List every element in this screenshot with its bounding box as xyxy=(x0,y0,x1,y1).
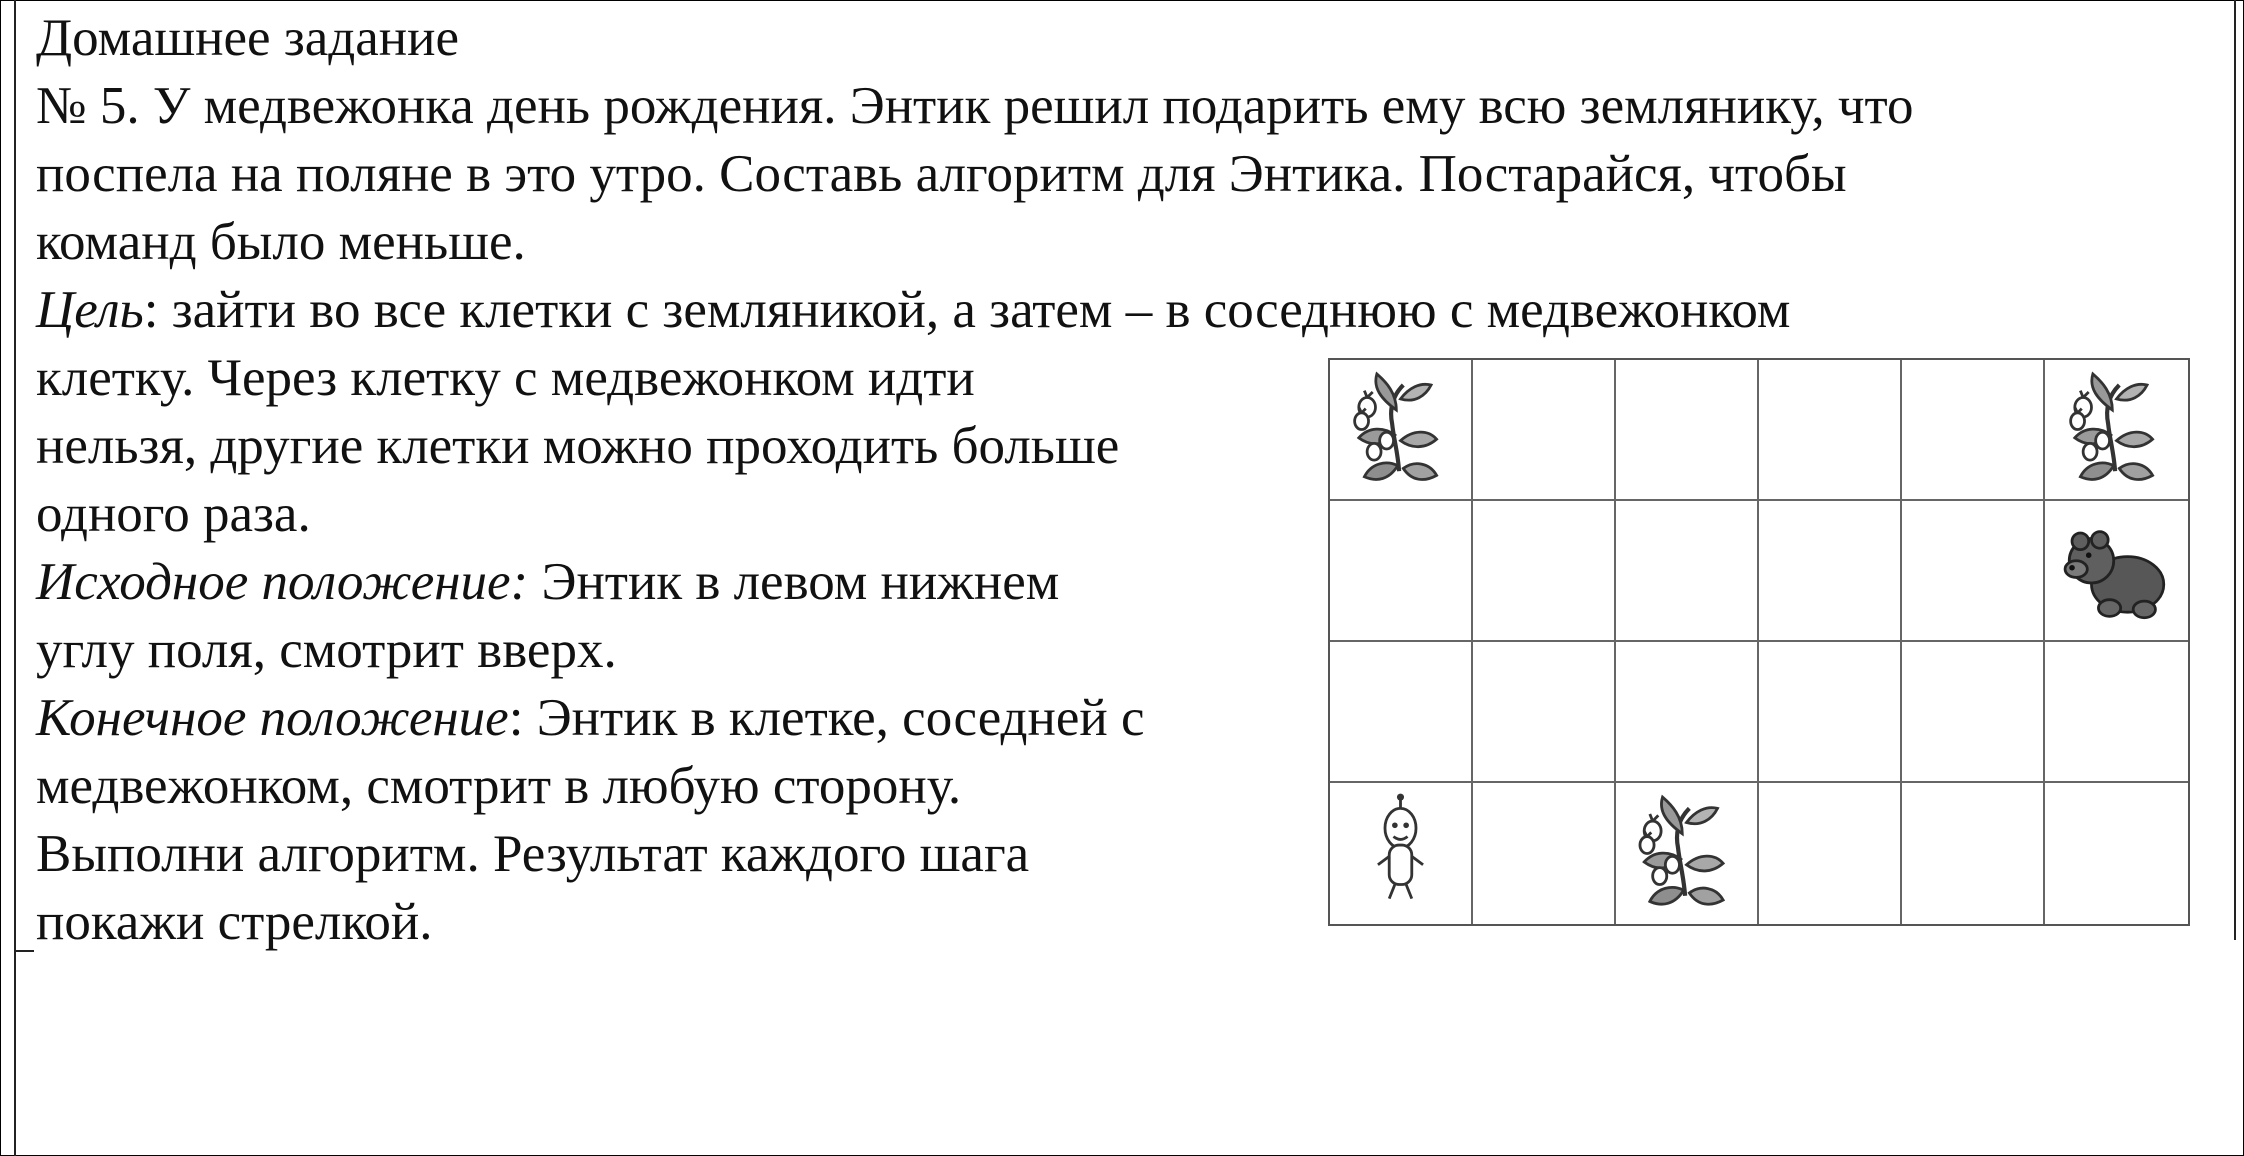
board-cell xyxy=(1902,642,2045,783)
task-line-2: поспела на поляне в это утро. Составь алгоритм для Энтика. Постарайся, чтобы xyxy=(36,145,1847,203)
start-text-1: Энтик в левом нижнем xyxy=(528,553,1060,611)
start-label: Исходное положение: xyxy=(36,553,529,611)
goal-text-1: : зайти во все клетки с земляникой, а затем – в соседнюю с медвежонком xyxy=(143,281,1791,339)
board-cell xyxy=(1902,360,2045,501)
board-cell xyxy=(2045,501,2188,642)
board-cell xyxy=(1330,501,1473,642)
start-line-2: углу поля, смотрит вверх. xyxy=(36,621,617,679)
board-cell xyxy=(1473,642,1616,783)
board-cell xyxy=(1473,783,1616,924)
board-cell xyxy=(1902,783,2045,924)
strawberry-icon xyxy=(2045,360,2188,499)
board-cell xyxy=(2045,783,2188,924)
goal-label: Цель xyxy=(36,281,144,339)
strawberry-icon xyxy=(1330,360,1471,499)
board-cell xyxy=(1473,501,1616,642)
final-line-1: Выполни алгоритм. Результат каждого шага xyxy=(36,825,1030,883)
goal-line-4: одного раза. xyxy=(36,485,311,543)
board-cell xyxy=(1616,501,1759,642)
strawberry-icon xyxy=(1616,783,1757,924)
goal-line-3: нельзя, другие клетки можно проходить больше xyxy=(36,417,1120,475)
board-cell xyxy=(1759,360,1902,501)
goal-line-1 xyxy=(36,276,1914,344)
entik-icon xyxy=(1330,783,1471,924)
end-line-2: медвежонком, смотрит в любую сторону. xyxy=(36,757,962,815)
board-cell xyxy=(2045,360,2188,501)
board-cell xyxy=(2045,642,2188,783)
board-cell xyxy=(1616,642,1759,783)
final-line-2: покажи стрелкой. xyxy=(36,893,433,951)
task-line-1: № 5. У медвежонка день рождения. Энтик решил подарить ему всю землянику, что xyxy=(36,77,1914,135)
task-line-3: команд было меньше. xyxy=(36,213,526,271)
board-cell xyxy=(1759,501,1902,642)
game-board xyxy=(1328,358,2190,926)
goal-line-2: клетку. Через клетку с медвежонком идти xyxy=(36,349,975,407)
board-cell xyxy=(1473,360,1616,501)
board-cell xyxy=(1616,360,1759,501)
bear-icon xyxy=(2045,501,2188,640)
board-cell xyxy=(1902,501,2045,642)
board-cell xyxy=(1330,642,1473,783)
board-cell xyxy=(1759,783,1902,924)
board-grid xyxy=(1330,360,2188,924)
board-cell xyxy=(1330,783,1473,924)
board-cell xyxy=(1759,642,1902,783)
left-border-line xyxy=(14,0,16,1156)
board-cell xyxy=(1616,783,1759,924)
board-cell xyxy=(1330,360,1473,501)
left-margin-mark xyxy=(14,950,34,952)
end-label: Конечное положение xyxy=(36,689,509,747)
heading: Домашнее задание xyxy=(36,9,460,67)
right-border-line xyxy=(2234,0,2236,940)
end-text-1: : Энтик в клетке, соседней с xyxy=(508,689,1145,747)
